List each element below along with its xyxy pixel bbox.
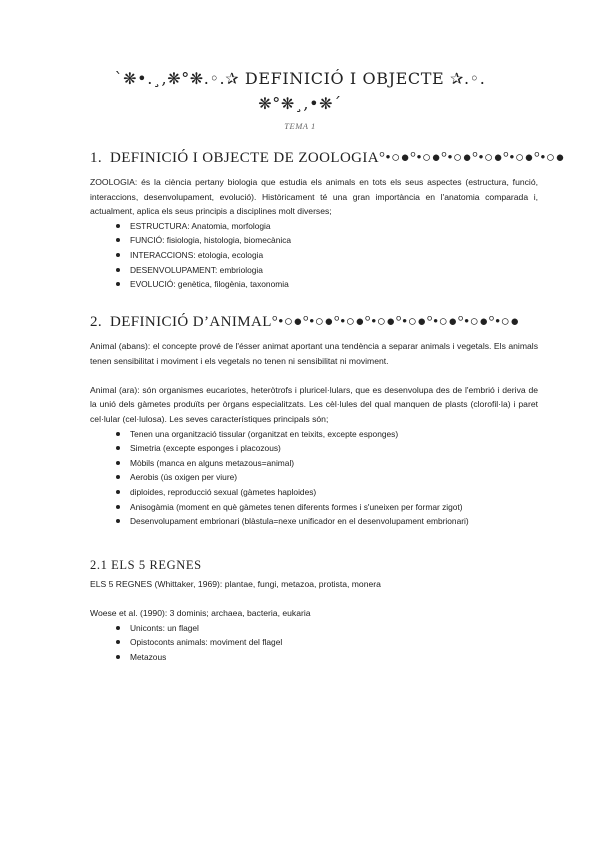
section-2-paragraph-2: Animal (ara): són organismes eucariotes, heteròtrofs i pluricel·lulars, que es desenvolupa des de l'embrió i deriva de la unió dels gàmetes produïts per òrgans especialitzats. Les cèl·lules del qual manquen de plasts (clorofil·la) i paret cel·lular (cel·lulosa). Les seves característiques principals són; — [90, 384, 538, 424]
section-2-1-heading: 2.1 ELS 5 REGNES — [90, 558, 202, 572]
section-2-1 — [90, 558, 538, 665]
list-item: Anisogàmia (moment en què gàmetes tenen diferents formes i s'uneixen per formar zigot) — [130, 500, 538, 515]
section-2-heading — [90, 314, 538, 331]
list-item: Simetria (excepte esponges i placozous) — [130, 441, 538, 456]
section-2-title: DEFINICIÓ D’ANIMAL°•○●°•○●°•○●°•○●°•○●°•○●°•○●°•○● — [110, 314, 520, 330]
section-1-list — [90, 219, 538, 292]
list-item: Uniconts: un flagel — [130, 621, 538, 636]
list-item: EVOLUCIÓ: genètica, filogènia, taxonomia — [130, 277, 538, 292]
section-1-paragraph: ZOOLOGIA: és la ciència pertany biologia que estudia els animals en tots els seus aspectes (estructura, funció, interaccions, desenvolupament, evolució). Històricament té una gran importància en l'anatomia comparada i, actualment, aplica els seus principis a disciplines molt diverses; — [90, 177, 538, 217]
list-item: diploides, reproducció sexual (gàmetes haploides) — [130, 485, 538, 500]
section-1-title: DEFINICIÓ I OBJECTE DE ZOOLOGIA°•○●°•○●°•○●°•○●°•○●°•○● — [110, 150, 565, 166]
section-2-1-list — [90, 621, 538, 665]
list-item: Metazous — [130, 650, 538, 665]
document-subtitle: TEMA 1 — [284, 121, 316, 131]
list-item: INTERACCIONS: etologia, ecologia — [130, 248, 538, 263]
section-2-1-paragraph-1: ELS 5 REGNES (Whittaker, 1969): plantae, fungi, metazoa, protista, monera — [90, 579, 381, 589]
list-item: ESTRUCTURA: Anatomia, morfologia — [130, 219, 538, 234]
section-2-paragraph-1: Animal (abans): el concepte prové de l'ésser animat aportant una tendència a separar animals i vegetals. Els animals tenen sensibilitat i moviment i els vegetals no tenen ni sensibilitat ni moviment. — [90, 341, 538, 366]
list-item: FUNCIÓ: fisiologia, histologia, biomecànica — [130, 233, 538, 248]
list-item: Mòbils (manca en alguns metazous=animal) — [130, 456, 538, 471]
section-1-heading — [90, 150, 565, 167]
list-item: DESENVOLUPAMENT: embriologia — [130, 263, 538, 278]
list-item: Tenen una organització tissular (organitzat en teixits, excepte esponges) — [130, 427, 538, 442]
section-1-number: 1. — [90, 150, 103, 166]
title-line-2: ❋°❋¸,•❋´ — [258, 94, 342, 113]
section-2-number: 2. — [90, 314, 103, 330]
section-1 — [90, 150, 565, 292]
section-2 — [90, 314, 538, 529]
document-title — [90, 66, 510, 116]
section-2-list — [90, 427, 538, 529]
section-2-1-paragraph-2: Woese et al. (1990): 3 dominis; archaea, bacteria, eukaria — [90, 608, 311, 619]
list-item: Aerobis (ús oxigen per viure) — [130, 470, 538, 485]
list-item: Opistoconts animals: moviment del flagel — [130, 635, 538, 650]
list-item: Desenvolupament embrionari (blàstula=nexe unificador en el desenvolupament embrionari) — [130, 514, 538, 529]
title-line-1: `❋•.¸,❋°❋.◦.✰ DEFINICIÓ I OBJECTE ✰.◦. — [114, 69, 486, 88]
